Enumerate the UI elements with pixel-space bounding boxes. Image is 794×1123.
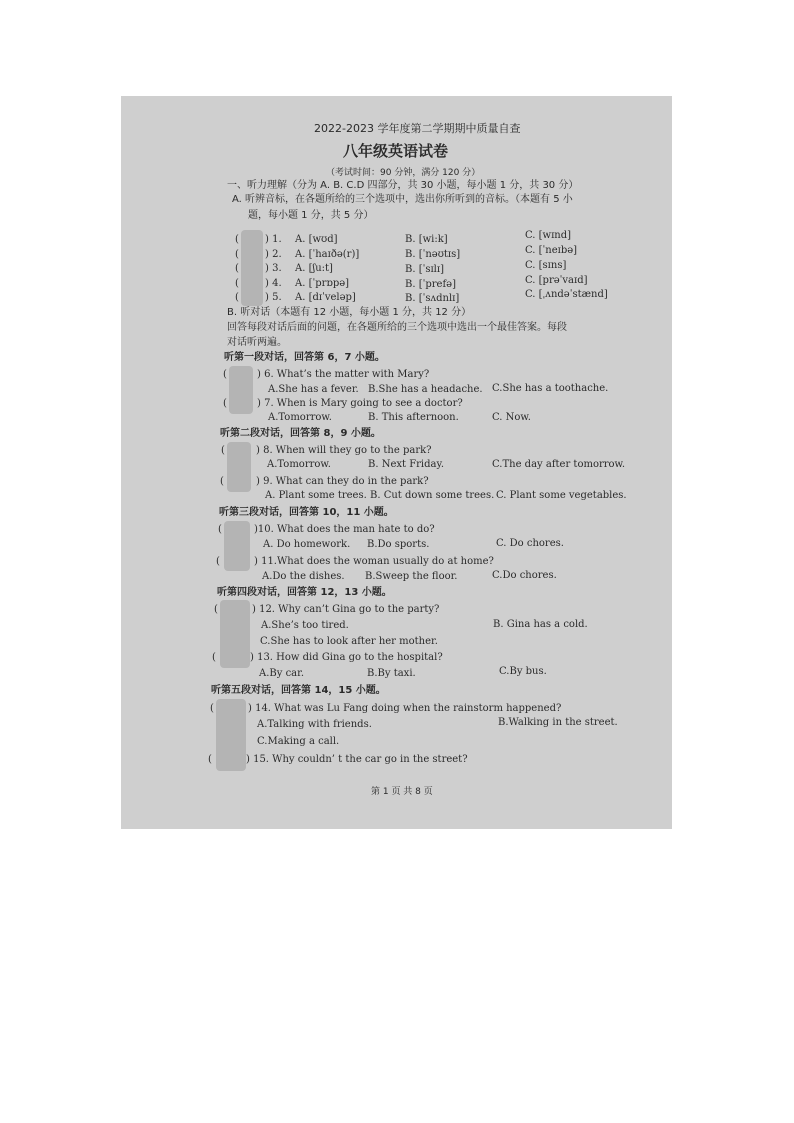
option-c: C. Plant some vegetables. xyxy=(496,490,627,501)
option-a: A.She’s too tired. xyxy=(261,620,349,631)
answer-bracket: ( xyxy=(235,234,239,245)
question-text: ) 15. Why couldn’ t the car go in the street? xyxy=(246,754,468,765)
handwriting-smudge xyxy=(227,442,251,492)
answer-bracket: ( xyxy=(235,263,239,274)
exam-info: （考试时间：90 分钟，满分 120 分） xyxy=(326,168,481,178)
option-b: B. Next Friday. xyxy=(368,459,444,470)
question-number: ) 1. xyxy=(265,234,282,245)
option-b: B.Walking in the street. xyxy=(498,717,618,728)
part-b-instruction: 对话听两遍。 xyxy=(227,337,287,348)
option-c: C. [wɪnd] xyxy=(525,230,572,241)
option-a: A.Talking with friends. xyxy=(257,719,372,730)
part-b-instruction: B. 听对话（本题有 12 小题，每小题 1 分，共 12 分） xyxy=(227,307,472,318)
question-text: ) 13. How did Gina go to the hospital? xyxy=(250,652,443,663)
answer-bracket: ( xyxy=(220,476,224,487)
dialog-heading: 听第三段对话，回答第 10，11 小题。 xyxy=(219,507,394,518)
question-number: ) 2. xyxy=(265,249,282,260)
option-b: B.She has a headache. xyxy=(368,384,483,395)
question-text: ) 14. What was Lu Fang doing when the rainstorm happened? xyxy=(248,703,562,714)
option-c: C. [sɪns] xyxy=(525,260,567,271)
answer-bracket: ( xyxy=(208,754,212,765)
term-heading: 2022-2023 学年度第二学期期中质量自查 xyxy=(314,122,521,135)
page-number: 第 1 页 共 8 页 xyxy=(371,787,433,797)
dialog-heading: 听第二段对话，回答第 8，9 小题。 xyxy=(220,428,381,439)
answer-bracket: ( xyxy=(214,604,218,615)
handwriting-smudge xyxy=(220,600,250,668)
part-b-instruction: 回答每段对话后面的问题，在各题所给的三个选项中选出一个最佳答案。每段 xyxy=(227,322,567,333)
option-c: C.She has to look after her mother. xyxy=(260,636,438,647)
option-c: C. Do chores. xyxy=(496,538,564,549)
option-a: A.Tomorrow. xyxy=(267,459,331,470)
question-number: ) 3. xyxy=(265,263,282,274)
option-a: A. Plant some trees. xyxy=(265,490,367,501)
option-b: B. Gina has a cold. xyxy=(493,619,588,630)
option-a: A. [ˈhaɪðə(r)] xyxy=(295,249,360,260)
answer-bracket: ( xyxy=(235,292,239,303)
option-c: C. [ˌʌndəˈstænd] xyxy=(525,289,608,300)
handwriting-smudge xyxy=(241,230,263,306)
option-c: C.Do chores. xyxy=(492,570,557,581)
handwriting-smudge xyxy=(216,699,246,771)
option-a: A.She has a fever. xyxy=(268,384,359,395)
answer-bracket: ( xyxy=(210,703,214,714)
dialog-heading: 听第一段对话，回答第 6，7 小题。 xyxy=(224,352,385,363)
part-a-instruction: 题，每小题 1 分，共 5 分） xyxy=(248,210,374,221)
option-c: C.By bus. xyxy=(499,666,547,677)
option-a: A. [ʃu:t] xyxy=(295,263,333,274)
option-a: A.By car. xyxy=(259,668,304,679)
option-b: B. [wi:k] xyxy=(405,234,448,245)
answer-bracket: ( xyxy=(235,278,239,289)
option-a: A.Tomorrow. xyxy=(268,412,332,423)
dialog-heading: 听第五段对话，回答第 14，15 小题。 xyxy=(211,685,386,696)
answer-bracket: ( xyxy=(218,524,222,535)
option-b: B. [ˈsʌdnlɪ] xyxy=(405,293,460,304)
option-b: B. [ˈsɪlɪ] xyxy=(405,264,444,275)
question-number: ) 5. xyxy=(265,292,282,303)
handwriting-smudge xyxy=(224,521,250,571)
question-text: ) 9. What can they do in the park? xyxy=(256,476,429,487)
option-a: A. [dɪˈveləp] xyxy=(295,292,356,303)
answer-bracket: ( xyxy=(212,652,216,663)
answer-bracket: ( xyxy=(235,249,239,260)
option-b: B. [ˈprefə] xyxy=(405,279,456,290)
answer-bracket: ( xyxy=(223,369,227,380)
part-a-instruction: A. 听辨音标，在各题所给的三个选项中，选出你所听到的音标。（本题有 5 小 xyxy=(232,194,573,205)
answer-bracket: ( xyxy=(223,398,227,409)
question-text: ) 6. What’s the matter with Mary? xyxy=(257,369,430,380)
option-b: B.Do sports. xyxy=(367,539,430,550)
question-text: )10. What does the man hate to do? xyxy=(254,524,435,535)
option-b: B. [ˈnəʊtɪs] xyxy=(405,249,461,260)
answer-bracket: ( xyxy=(221,445,225,456)
option-c: C. Now. xyxy=(492,412,531,423)
answer-bracket: ( xyxy=(216,556,220,567)
option-b: B. This afternoon. xyxy=(368,412,459,423)
option-b: B. Cut down some trees. xyxy=(370,490,495,501)
paper-title: 八年级英语试卷 xyxy=(343,142,449,160)
exam-photo xyxy=(121,96,672,829)
option-b: B.Sweep the floor. xyxy=(365,571,458,582)
handwriting-smudge xyxy=(229,366,253,414)
option-a: A. [wʊd] xyxy=(295,234,338,245)
question-text: ) 12. Why can’t Gina go to the party? xyxy=(252,604,440,615)
option-c: C. [prəˈvaɪd] xyxy=(525,275,588,286)
option-c: C.She has a toothache. xyxy=(492,383,609,394)
option-c: C.The day after tomorrow. xyxy=(492,459,626,470)
question-text: ) 11.What does the woman usually do at home? xyxy=(254,556,494,567)
question-number: ) 4. xyxy=(265,278,282,289)
option-c: C. [ˈneɪbə] xyxy=(525,245,578,256)
option-a: A.Do the dishes. xyxy=(262,571,345,582)
option-a: A. Do homework. xyxy=(263,539,351,550)
option-c: C.Making a call. xyxy=(257,736,340,747)
option-b: B.By taxi. xyxy=(367,668,416,679)
question-text: ) 8. When will they go to the park? xyxy=(256,445,432,456)
dialog-heading: 听第四段对话，回答第 12，13 小题。 xyxy=(217,587,392,598)
question-text: ) 7. When is Mary going to see a doctor? xyxy=(257,398,463,409)
option-a: A. [ˈprɒpə] xyxy=(295,278,350,289)
section-heading: 一、听力理解（分为 A. B. C.D 四部分，共 30 小题，每小题 1 分，共 30 分） xyxy=(227,180,579,191)
